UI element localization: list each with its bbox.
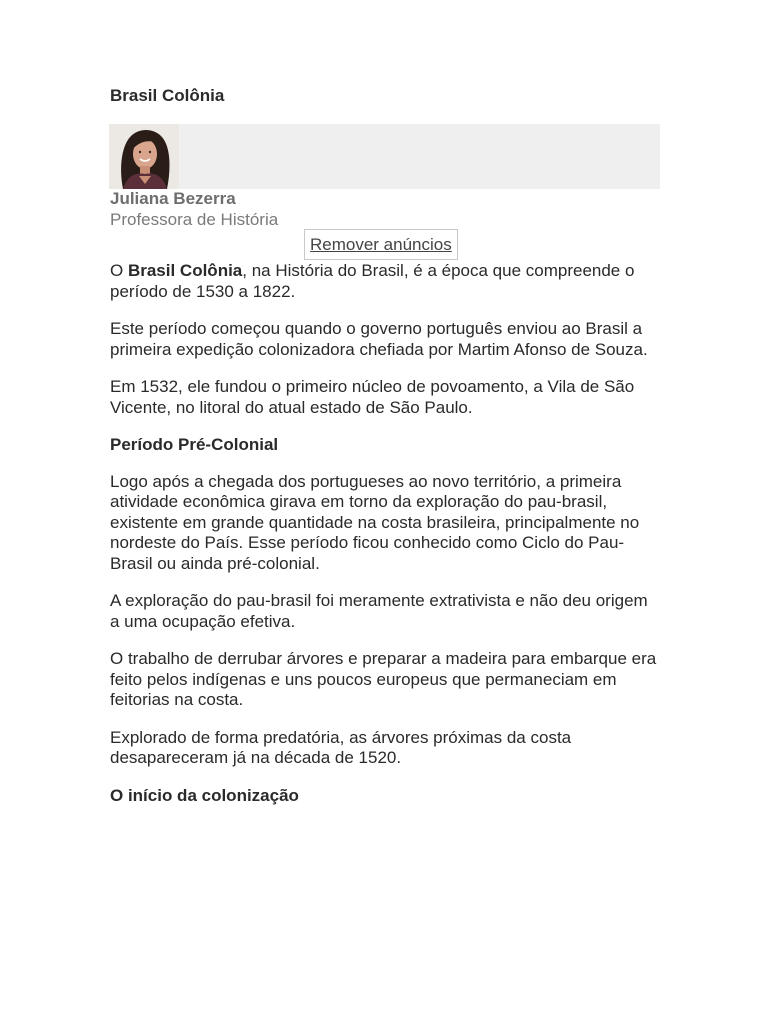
paragraph: A exploração do pau-brasil foi meramente extrativista e não deu origem a uma ocupação efetiva. <box>110 591 648 631</box>
paragraph-intro <box>110 261 660 302</box>
intro-prefix: O <box>110 261 128 280</box>
article-title: Brasil Colônia <box>110 86 225 105</box>
author-banner <box>110 124 660 189</box>
section-heading-pre-colonial: Período Pré-Colonial <box>110 435 279 454</box>
paragraph: Este período começou quando o governo português enviou ao Brasil a primeira expedição colonizadora chefiada por Martim Afonso de Souza. <box>110 319 648 359</box>
paragraph: Em 1532, ele fundou o primeiro núcleo de povoamento, a Vila de São Vicente, no litoral do atual estado de São Paulo. <box>110 377 635 417</box>
author-photo-icon <box>109 124 179 189</box>
section-heading-colonizacao: O início da colonização <box>110 785 299 805</box>
avatar <box>109 124 179 189</box>
intro-suffix: , na História do Brasil, é a época que compreende o período de 1530 a 1822. <box>110 261 635 301</box>
intro-bold-term: Brasil Colônia <box>127 261 243 280</box>
paragraph: O trabalho de derrubar árvores e preparar a madeira para embarque era feito pelos indígenas e uns poucos europeus que permaneciam em feitorias na costa. <box>110 649 657 709</box>
paragraph: Explorado de forma predatória, as árvores próximas da costa desapareceram já na década de 1520. <box>110 727 572 767</box>
article-body <box>110 261 660 822</box>
remove-ads-button[interactable]: Remover anúncios <box>304 229 458 260</box>
author-role: Professora de História <box>110 210 279 229</box>
author-name[interactable]: Juliana Bezerra <box>110 189 236 208</box>
paragraph: Logo após a chegada dos portugueses ao novo território, a primeira atividade econômica girava em torno da exploração do pau-brasil, existente em grande quantidade na costa brasileira, principalmente no nordeste do País. Esse período ficou conhecido como Ciclo do Pau-Brasil ou ainda pré-colonial. <box>110 471 640 573</box>
